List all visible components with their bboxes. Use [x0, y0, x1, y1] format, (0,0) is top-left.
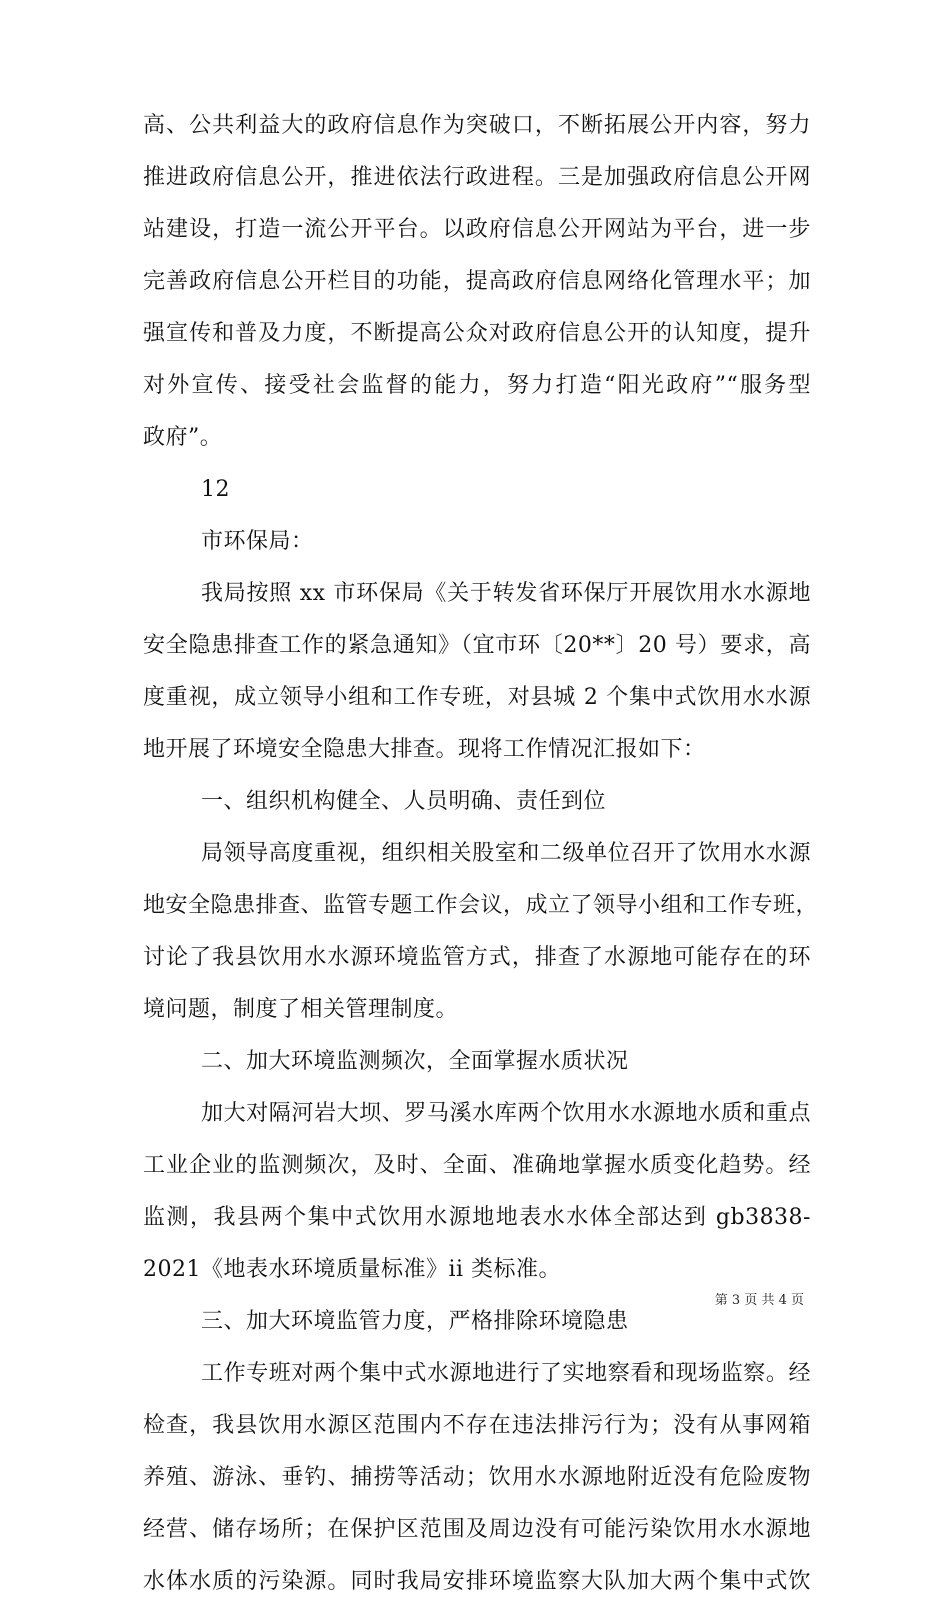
text-line: 检查，我县饮用水源区范围内不存在违法排污行为；没有从事网箱 [143, 1413, 811, 1438]
text-line: 工作专班对两个集中式水源地进行了实地察看和现场监察。经 [201, 1361, 811, 1386]
text-line: 二、加大环境监测频次，全面掌握水质状况 [201, 1049, 629, 1074]
text-line: 高、公共利益大的政府信息作为突破口，不断拓展公开内容，努力 [143, 113, 811, 138]
text-line: 讨论了我县饮用水水源环境监管方式，排查了水源地可能存在的环 [143, 945, 811, 970]
page-number: 第 3 页 共 4 页 [714, 1293, 804, 1308]
text-line: 安全隐患排查工作的紧急通知》（宜市环〔20**〕20 号）要求，高 [143, 633, 811, 658]
text-line: 地安全隐患排查、监管专题工作会议，成立了领导小组和工作专班， [143, 893, 819, 918]
text-line: 境问题，制度了相关管理制度。 [143, 997, 459, 1022]
text-line: 三、加大环境监管力度，严格排除环境隐患 [201, 1309, 629, 1334]
text-line: 监测，我县两个集中式饮用水源地地表水水体全部达到 gb3838- [143, 1205, 811, 1230]
text-line: 完善政府信息公开栏目的功能，提高政府信息网络化管理水平；加 [143, 269, 811, 294]
text-line: 度重视，成立领导小组和工作专班，对县城 2 个集中式饮用水水源 [143, 685, 811, 710]
document-body [143, 100, 819, 1608]
text-line: 局领导高度重视，组织相关股室和二级单位召开了饮用水水源 [201, 841, 811, 866]
text-line: 政府”。 [143, 425, 223, 450]
text-line: 一、组织机构健全、人员明确、责任到位 [201, 789, 607, 814]
text-line: 经营、储存场所；在保护区范围及周边没有可能污染饮用水水源地 [143, 1517, 811, 1542]
text-line: 推进政府信息公开，推进依法行政进程。三是加强政府信息公开网 [143, 165, 811, 190]
text-line: 加大对隔河岩大坝、罗马溪水库两个饮用水水源地水质和重点 [201, 1101, 811, 1126]
text-line: 12 [201, 477, 230, 502]
text-line: 工业企业的监测频次，及时、全面、准确地掌握水质变化趋势。经 [143, 1153, 811, 1178]
text-line: 站建设，打造一流公开平台。以政府信息公开网站为平台，进一步 [143, 217, 811, 242]
text-line: 水体水质的污染源。同时我局安排环境监察大队加大两个集中式饮 [143, 1569, 811, 1594]
text-line: 对外宣传、接受社会监督的能力，努力打造“阳光政府”“服务型 [143, 373, 811, 398]
text-line: 市环保局： [201, 529, 314, 554]
text-line: 养殖、游泳、垂钓、捕捞等活动；饮用水水源地附近没有危险废物 [143, 1465, 811, 1490]
text-line: 我局按照 xx 市环保局《关于转发省环保厅开展饮用水水源地 [201, 581, 811, 606]
text-line: 强宣传和普及力度，不断提高公众对政府信息公开的认知度，提升 [143, 321, 811, 346]
text-line: 2021《地表水环境质量标准》ii 类标准。 [143, 1257, 562, 1282]
text-line: 地开展了环境安全隐患大排查。现将工作情况汇报如下： [143, 737, 706, 762]
